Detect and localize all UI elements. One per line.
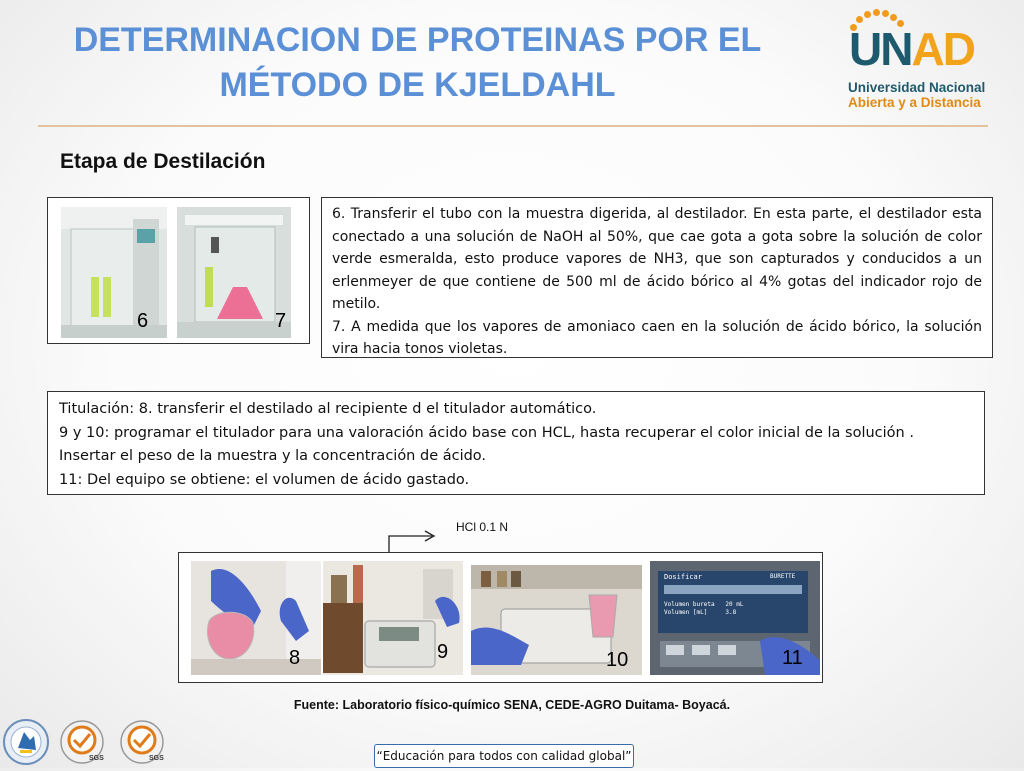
flask-gloves-photo: [191, 561, 321, 675]
logo-wordmark: UNAD: [849, 23, 974, 75]
titration-line-3: 11: Del equipo se obtiene: el volumen de ácido gastado.: [59, 471, 470, 488]
unad-logo: [846, 8, 992, 112]
source-caption: Fuente: Laboratorio físico-químico SENA, CEDE-AGRO Duitama- Boyacá.: [293, 698, 731, 712]
step-6-text: 6. Transferir el tubo con la muestra digerida, al destilador. En esta parte, el destilador esta conectado a una solución de NaOH al 50%, que cae gota a gota sobre la solución de color verde esmeralda, esto produce vapores de NH3, que son capturados y conducidos a un erlenmeyer de que contiene de 500 ml de ácido bórico al 4% gotas del indicador rojo de metilo.: [332, 206, 982, 312]
logo-line-1: Universidad Nacional: [848, 80, 986, 95]
photo-number-7: 7: [275, 310, 287, 332]
titration-photo-frame: [178, 552, 823, 683]
screen-header: Dosificar: [664, 573, 702, 581]
sgs-seal-2-label: SGS: [149, 755, 164, 762]
photo-number-10: 10: [606, 649, 629, 671]
step-7-text: 7. A medida que los vapores de amoniaco caen en la solución de ácido bórico, la solución vira hacia tonos violetas.: [332, 318, 982, 357]
sgs-seal-1: [58, 718, 106, 766]
colombia-seal-icon: [2, 718, 50, 766]
header-divider: [38, 125, 988, 127]
sgs-seal-1-label: SGS: [89, 755, 104, 762]
screen-header-right: BURETTE: [770, 573, 796, 580]
screen-row-2: Volumen [mL] 3.8: [664, 609, 737, 616]
motto-banner: “Educación para todos con calidad global”: [374, 744, 634, 768]
photo-number-9: 9: [437, 641, 449, 663]
titrator-screen-photo: [650, 561, 820, 675]
photo-number-11: 11: [782, 647, 803, 669]
titrator-beaker-photo: [471, 565, 642, 675]
titration-line-1: Titulación: 8. transferir el destilado al recipiente d el titulador automático.: [59, 401, 597, 417]
slide-title-line1: DETERMINACION DE PROTEINAS POR EL: [73, 21, 762, 59]
photo-number-6: 6: [137, 310, 149, 332]
distiller-photo: [61, 207, 167, 338]
logo-line-2: Abierta y a Distancia: [848, 95, 981, 110]
screen-row-1: Volumen bureta 20 mL: [664, 601, 744, 608]
titration-line-2: 9 y 10: programar el titulador para una valoración ácido base con HCL, hasta recuperar el color inicial de la solución . Insertar el peso de la muestra y la concentración de ácido.: [59, 424, 914, 464]
distillation-photo-frame: [47, 197, 310, 344]
titration-description: [47, 391, 985, 495]
sgs-seal-2: [118, 718, 166, 766]
hcl-label: HCl 0.1 N: [456, 520, 509, 534]
slide-title: [0, 18, 835, 108]
titrator-photo: [323, 561, 463, 675]
section-title: Etapa de Destilación: [60, 150, 266, 173]
distiller-erlenmeyer-photo: [177, 207, 291, 338]
distillation-description: [321, 197, 993, 358]
photo-number-8: 8: [289, 647, 301, 669]
slide-title-line2: MÉTODO DE KJELDAHL: [219, 66, 616, 104]
